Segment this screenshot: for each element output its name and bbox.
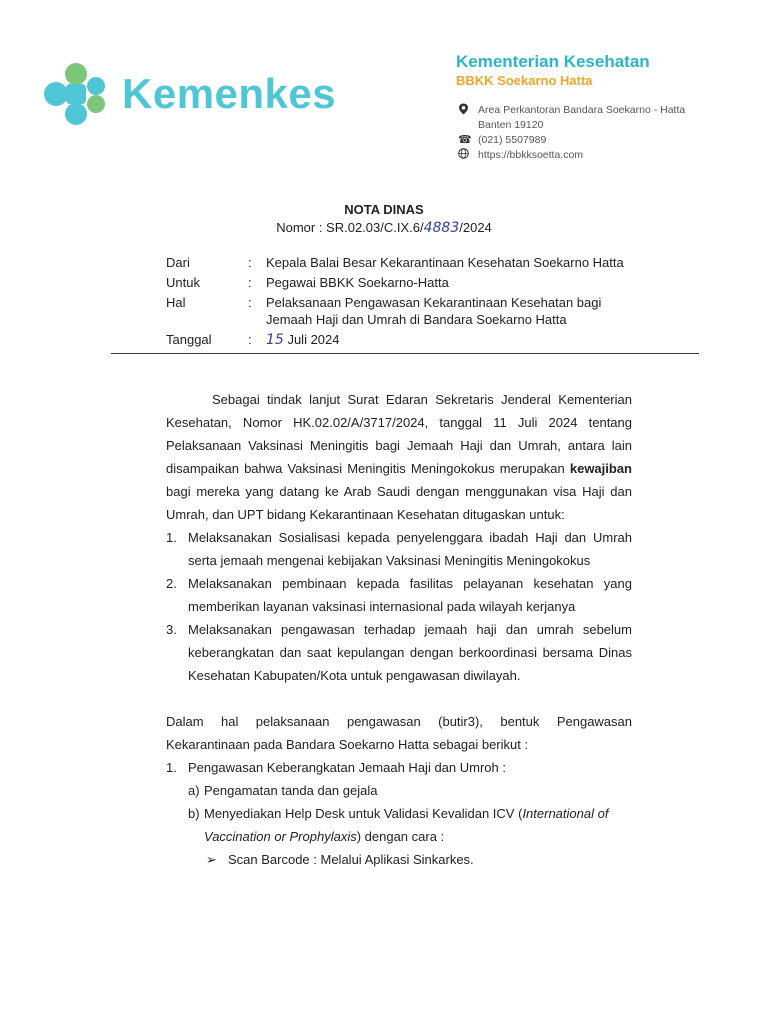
tasks-list xyxy=(166,526,632,687)
brand-wordmark: Kemenkes xyxy=(122,70,337,117)
subject-line-1: Pelaksanaan Pengawasan Kekarantinaan Kesehatan bagi xyxy=(266,295,602,310)
date-month-year: Juli 2024 xyxy=(287,332,340,347)
to-row xyxy=(166,274,686,291)
list-item-number: 1. xyxy=(166,530,177,545)
intro-bold-text: kewajiban xyxy=(569,461,632,476)
sub-b-text-2: ) dengan cara : xyxy=(356,829,445,844)
website-url: https://bbkksoetta.com xyxy=(478,149,584,161)
arrow-bullet-item xyxy=(166,848,632,871)
subject-label: Hal xyxy=(166,295,186,310)
sub-item-text: Pengamatan tanda dan gejala xyxy=(204,783,378,798)
memo-number-prefix: Nomor : SR.02.03/C.IX.6/ xyxy=(276,220,424,235)
list-item-text: Melaksanakan pengawasan terhadap jemaah haji dan umrah sebelum keberangkatan dan saat kepulangan dengan berkoordinasi bersama Dinas Kesehatan Kabupaten/Kota untuk pengawasan diwilayah. xyxy=(188,622,632,683)
kemenkes-logo-icon xyxy=(40,60,110,130)
subject-line-2: Jemaah Haji dan Umrah di Bandara Soekarno Hatta xyxy=(266,312,567,327)
organization-block xyxy=(456,52,650,88)
second-paragraph: Dalam hal pelaksanaan pengawasan (butir3), bentuk Pengawasan Kekarantinaan pada Bandara Soekarno Hatta sebagai berikut : xyxy=(166,714,632,752)
sub-item-label: b) xyxy=(188,806,200,821)
list-item-text: Melaksanakan pembinaan kepada fasilitas pelayanan kesehatan yang memberikan layanan vaksinasi internasional pada wilayah kerjanya xyxy=(188,576,632,614)
to-value: Pegawai BBKK Soekarno-Hatta xyxy=(266,275,449,290)
list-item-text: Pengawasan Keberangkatan Jemaah Haji dan Umroh : xyxy=(188,760,506,775)
from-value: Kepala Balai Besar Kekarantinaan Kesehatan Soekarno Hatta xyxy=(266,255,624,270)
list-item-number: 2. xyxy=(166,576,177,591)
organization-name: Kementerian Kesehatan xyxy=(456,52,650,71)
memo-title: NOTA DINAS xyxy=(344,202,424,217)
list-item-number: 3. xyxy=(166,622,177,637)
address-line-2: Banten 19120 xyxy=(478,119,544,131)
intro-text-1: Sebagai tindak lanjut Surat Edaran Sekretaris Jenderal Kementerian Kesehatan, Nomor HK.02.02/A/3717/2024, tanggal 11 Juli 2024 tentang Pelaksanaan Vaksinasi Meningitis bagi Jemaah Haji dan Umrah, antara lain disampaikan bahwa Vaksinasi Meningitis Meningokokus merupakan xyxy=(166,392,632,476)
from-row xyxy=(166,254,686,271)
date-value xyxy=(266,331,686,349)
arrow-item-text: Scan Barcode : Melalui Aplikasi Sinkarkes. xyxy=(228,852,474,867)
oversight-list xyxy=(166,756,632,779)
address-row xyxy=(458,103,685,133)
list-item xyxy=(166,618,632,687)
sub-list xyxy=(166,779,632,848)
memo-number-suffix: /2024 xyxy=(459,220,492,235)
website-row xyxy=(458,148,685,164)
address-line-1: Area Perkantoran Bandara Soekarno - Hatta xyxy=(478,104,686,116)
sub-item-a xyxy=(188,779,632,802)
date-day-handwritten: 15 xyxy=(266,332,284,348)
memo-header-fields xyxy=(166,254,686,349)
sub-b-italic-text: International of Vaccination or Prophylaxis xyxy=(204,806,609,844)
to-label: Untuk xyxy=(166,275,200,290)
from-label: Dari xyxy=(166,255,190,270)
globe-icon xyxy=(458,148,474,164)
date-colon: : xyxy=(248,332,252,347)
phone-number: (021) 5507989 xyxy=(478,134,547,146)
memo-number-handwritten: 4883 xyxy=(423,220,460,236)
to-colon: : xyxy=(248,275,252,290)
sub-item-label: a) xyxy=(188,783,200,798)
list-item xyxy=(166,756,632,779)
phone-icon: ☎ xyxy=(458,134,472,146)
subject-value xyxy=(266,294,686,328)
memo-body xyxy=(166,388,632,871)
memo-number xyxy=(0,220,768,236)
intro-text-2: bagi mereka yang datang ke Arab Saudi dengan menggunakan visa Haji dan Umrah, dan UPT bidang Kekarantinaan Kesehatan ditugaskan untuk: xyxy=(166,484,632,522)
location-pin-icon xyxy=(458,103,474,120)
intro-paragraph xyxy=(166,388,632,526)
subject-row xyxy=(166,294,686,328)
sub-item-text xyxy=(204,802,632,848)
list-item xyxy=(166,572,632,618)
sub-b-text-1: Menyediakan Help Desk untuk Validasi Kevalidan ICV ( xyxy=(204,806,523,821)
date-row xyxy=(166,331,686,349)
list-item-number: 1. xyxy=(166,760,177,775)
contact-block xyxy=(458,103,685,164)
list-item xyxy=(166,526,632,572)
from-colon: : xyxy=(248,255,252,270)
phone-row xyxy=(458,133,685,148)
header-divider xyxy=(111,353,699,354)
date-label: Tanggal xyxy=(166,332,212,347)
sub-item-b xyxy=(188,802,632,848)
organization-unit: BBKK Soekarno Hatta xyxy=(456,73,593,88)
arrow-bullet-icon: ➢ xyxy=(206,852,217,867)
list-item-text: Melaksanakan Sosialisasi kepada penyelenggara ibadah Haji dan Umrah serta jemaah mengenai kebijakan Vaksinasi Meningitis Meningokokus xyxy=(188,530,632,568)
subject-colon: : xyxy=(248,295,252,310)
